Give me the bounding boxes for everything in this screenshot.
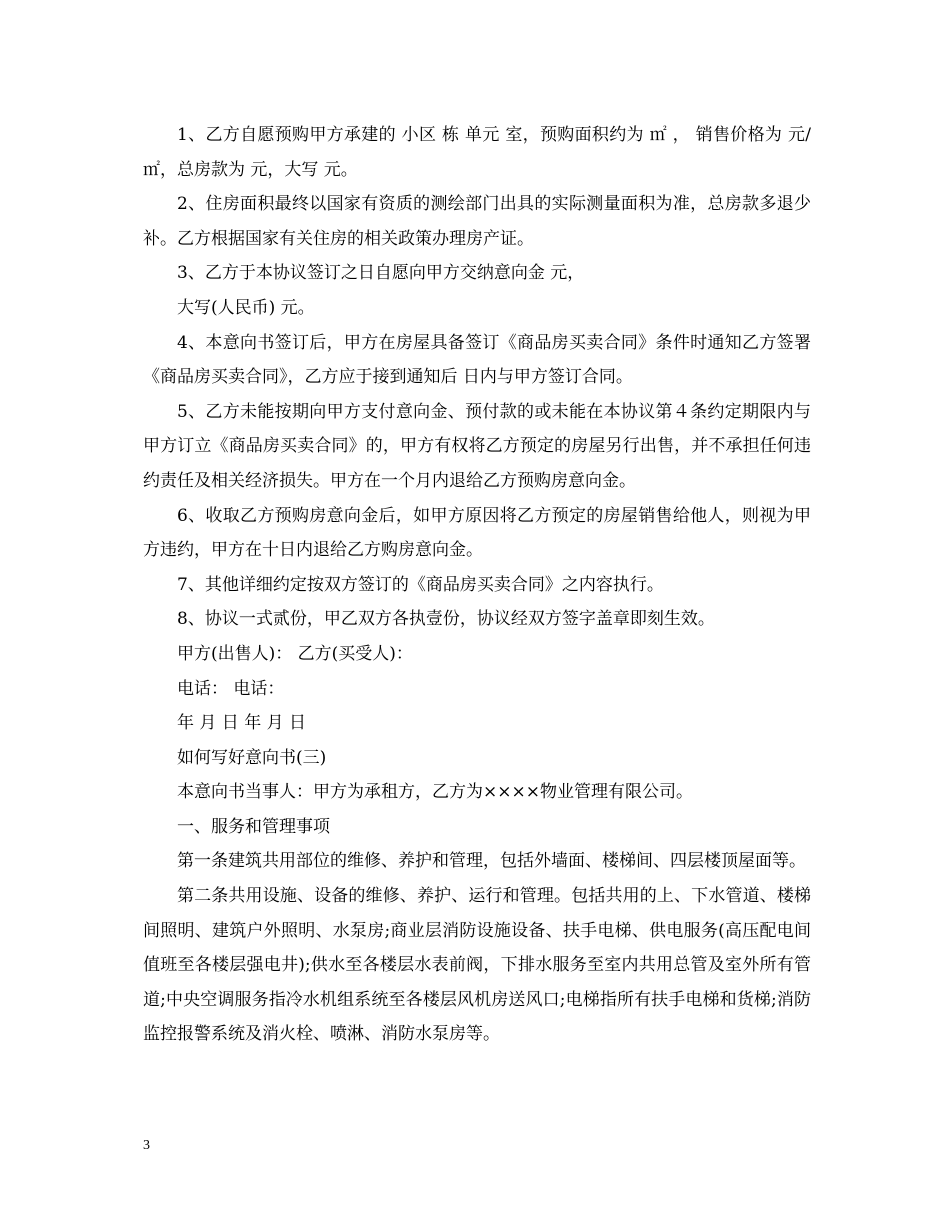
clause-7-paragraph: 7、其他详细约定按双方签订的《商品房买卖合同》之内容执行。: [177, 574, 664, 595]
clause-2-paragraph: 2、住房面积最终以国家有资质的测绘部门出具的实际测量面积为准，总房款多退少补。乙方根据国家有关住房的相关政策办理房产证。: [143, 194, 811, 249]
phone-line: 电话： 电话：: [177, 678, 285, 699]
document-body: [143, 118, 811, 1052]
clause-1-paragraph: 1、乙方自愿预购甲方承建的 小区 栋 单元 室，预购面积约为 ㎡ ， 销售价格为 元/㎡，总房款为 元，大写 元。: [143, 125, 811, 180]
article-1-paragraph: 第一条建筑共用部位的维修、养护和管理，包括外墙面、楼梯间、四层楼顶屋面等。: [177, 851, 806, 872]
date-line: 年 月 日 年 月 日: [177, 713, 307, 734]
service-section-heading: 一、服务和管理事项: [177, 816, 330, 837]
section-heading: 如何写好意向书(三): [177, 747, 327, 768]
clause-3-paragraph: 3、乙方于本协议签订之日自愿向甲方交纳意向金 元，: [177, 263, 585, 284]
page-number: 3: [143, 1138, 150, 1153]
parties-statement: 本意向书当事人：甲方为承租方，乙方为××××物业管理有限公司。: [177, 782, 693, 803]
party-signature-line: 甲方(出售人)： 乙方(买受人)：: [177, 643, 413, 664]
clause-5-paragraph: 5、乙方未能按期向甲方支付意向金、预付款的或未能在本协议第４条约定期限内与甲方订立《商品房买卖合同》的，甲方有权将乙方预定的房屋另行出售，并不承担任何违约责任及相关经济损失。甲方在一个月内退给乙方预购房意向金。: [143, 401, 811, 491]
clause-3-amount-in-words: 大写(人民币) 元。: [177, 297, 315, 318]
clause-6-paragraph: 6、收取乙方预购房意向金后，如甲方原因将乙方预定的房屋销售给他人，则视为甲方违约，甲方在十日内退给乙方购房意向金。: [143, 505, 811, 561]
article-2-paragraph: 第二条共用设施、设备的维修、养护、运行和管理。包括共用的上、下水管道、楼梯间照明、建筑户外照明、水泵房;商业层消防设施设备、扶手电梯、供电服务(高压配电间值班至各楼层强电井);供水至各楼层水表前阀，下排水服务至室内共用总管及室外所有管道;中央空调服务指冷水机组系统至各楼层风机房送风口;电梯指所有扶手电梯和货梯;消防监控报警系统及消火栓、喷淋、消防水泵房等。: [143, 886, 811, 1045]
clause-4-paragraph: 4、本意向书签订后，甲方在房屋具备签订《商品房买卖合同》条件时通知乙方签署《商品房买卖合同》，乙方应于接到通知后 日内与甲方签订合同。: [143, 332, 811, 388]
clause-8-paragraph: 8、协议一式贰份，甲乙双方各执壹份，协议经双方签字盖章即刻生效。: [177, 609, 715, 630]
